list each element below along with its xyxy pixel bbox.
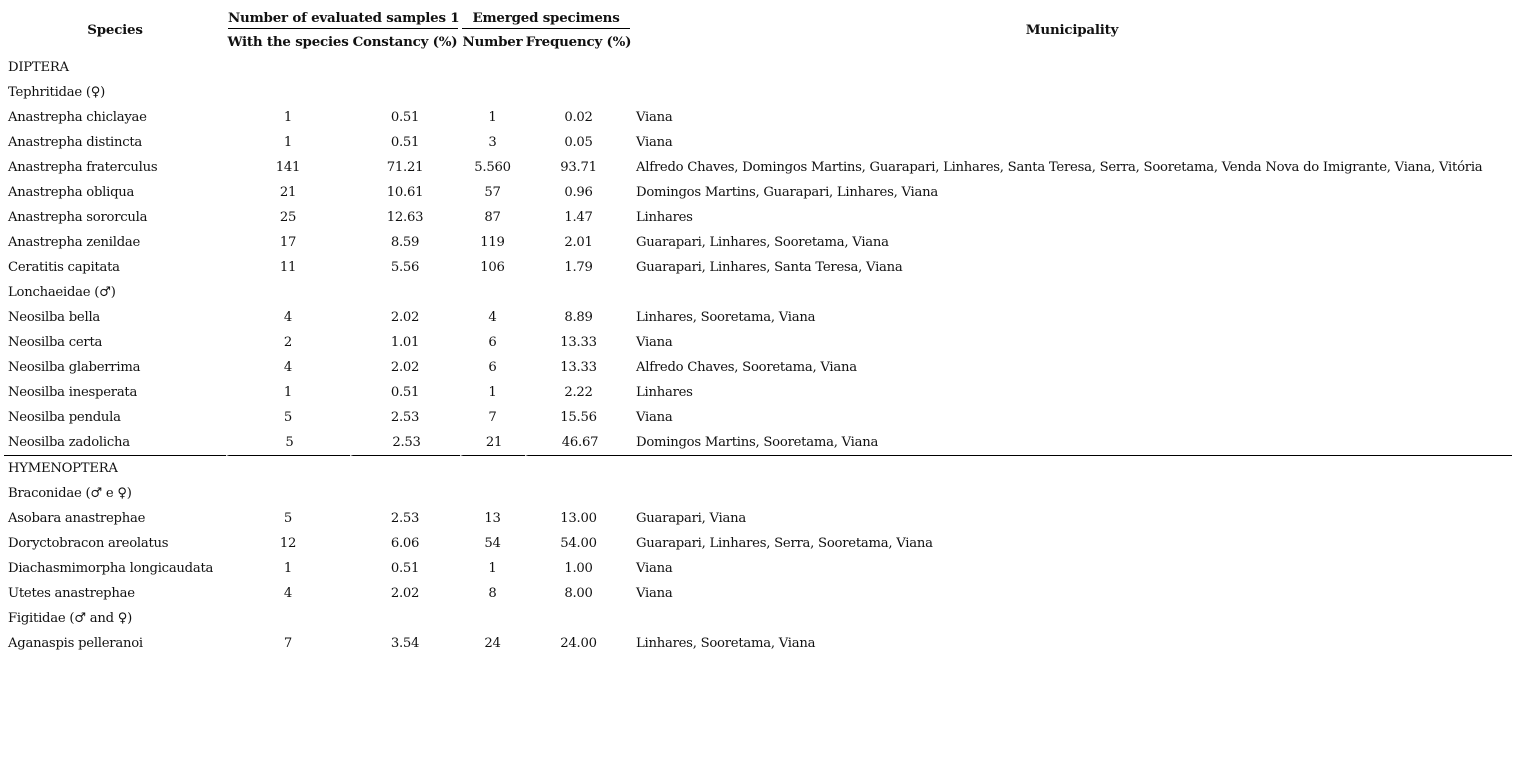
number-cell: 1 — [488, 385, 497, 400]
frequency-cell: 2.01 — [564, 235, 593, 250]
number-cell: 1 — [488, 561, 497, 576]
municipality-cell: Linhares, Sooretama, Viana — [636, 636, 816, 651]
order-row — [4, 55, 1512, 80]
with-species-cell: 1 — [283, 385, 293, 400]
number-cell: 6 — [488, 360, 497, 375]
family-label: Figitidae (♂ and ♀) — [8, 611, 133, 626]
species-cell: Ceratitis capitata — [8, 260, 120, 275]
constancy-cell: 12.63 — [386, 210, 424, 225]
table-row — [4, 405, 1512, 430]
constancy-cell: 2.02 — [390, 586, 420, 601]
with-species-cell: 5 — [283, 410, 293, 425]
order-label: DIPTERA — [8, 60, 69, 75]
municipality-cell: Domingos Martins, Guarapari, Linhares, Viana — [636, 185, 938, 200]
constancy-cell: 0.51 — [390, 561, 420, 576]
with-species-header: With the species — [227, 34, 349, 50]
samples-group-label: Number of evaluated samples 1 — [228, 10, 458, 29]
constancy-cell: 10.61 — [386, 185, 424, 200]
constancy-cell: 2.53 — [390, 511, 420, 526]
table-row — [4, 355, 1512, 380]
species-cell: Neosilba zadolicha — [4, 430, 226, 456]
species-cell: Anastrepha distincta — [8, 135, 143, 150]
number-cell: 1 — [488, 110, 497, 125]
with-species-cell: 25 — [279, 210, 297, 225]
constancy-cell: 6.06 — [390, 536, 420, 551]
with-species-cell: 7 — [283, 636, 293, 651]
species-cell: Neosilba certa — [8, 335, 103, 350]
species-cell: Anastrepha fraterculus — [8, 160, 158, 175]
with-species-cell: 5 — [226, 430, 350, 456]
samples-group-header — [226, 4, 460, 29]
with-species-cell: 12 — [279, 536, 297, 551]
constancy-cell: 0.51 — [390, 385, 420, 400]
table-row — [4, 205, 1512, 230]
frequency-cell: 1.47 — [564, 210, 593, 225]
family-label: Lonchaeidae (♂) — [8, 285, 116, 300]
number-cell: 13 — [484, 511, 501, 526]
frequency-header: Frequency (%) — [525, 34, 632, 50]
municipality-cell: Viana — [636, 135, 673, 150]
number-header: Number — [462, 34, 523, 50]
municipality-cell: Viana — [636, 586, 673, 601]
species-cell: Anastrepha obliqua — [8, 185, 135, 200]
table-row — [4, 305, 1512, 330]
table-row — [4, 380, 1512, 405]
species-cell: Anastrepha sororcula — [8, 210, 148, 225]
number-cell: 87 — [484, 210, 501, 225]
with-species-cell: 2 — [283, 335, 293, 350]
species-cell: Utetes anastrephae — [8, 586, 135, 601]
number-cell: 24 — [484, 636, 501, 651]
with-species-cell: 11 — [279, 260, 297, 275]
frequency-cell: 2.22 — [564, 385, 593, 400]
species-cell: Anastrepha zenildae — [8, 235, 141, 250]
frequency-cell: 13.33 — [560, 360, 597, 375]
table-body — [4, 55, 1512, 656]
constancy-cell: 5.56 — [390, 260, 420, 275]
with-species-cell: 1 — [283, 110, 293, 125]
frequency-cell: 15.56 — [560, 410, 597, 425]
number-cell: 3 — [488, 135, 497, 150]
municipality-cell: Guarapari, Linhares, Sooretama, Viana — [636, 235, 889, 250]
municipality-cell: Linhares — [636, 210, 693, 225]
frequency-cell: 24.00 — [560, 636, 597, 651]
constancy-cell: 71.21 — [386, 160, 424, 175]
species-cell: Neosilba glaberrima — [8, 360, 141, 375]
table-row — [4, 506, 1512, 531]
table-row — [4, 130, 1512, 155]
frequency-cell: 8.89 — [564, 310, 593, 325]
constancy-cell: 2.53 — [350, 430, 460, 456]
family-label: Tephritidae (♀) — [8, 85, 106, 100]
table-row — [4, 556, 1512, 581]
municipality-cell: Guarapari, Linhares, Santa Teresa, Viana — [636, 260, 903, 275]
municipality-cell: Guarapari, Viana — [636, 511, 746, 526]
with-species-cell: 4 — [283, 360, 293, 375]
table-row — [4, 230, 1512, 255]
frequency-cell: 46.67 — [525, 430, 632, 456]
constancy-cell: 0.51 — [390, 110, 420, 125]
municipality-cell: Viana — [636, 410, 673, 425]
municipality-cell: Linhares, Sooretama, Viana — [636, 310, 816, 325]
species-cell: Asobara anastrephae — [8, 511, 146, 526]
number-cell: 21 — [460, 430, 525, 456]
frequency-cell: 54.00 — [560, 536, 597, 551]
number-cell: 4 — [488, 310, 497, 325]
species-cell: Doryctobracon areolatus — [8, 536, 169, 551]
table-row — [4, 581, 1512, 606]
with-species-cell: 21 — [279, 185, 297, 200]
frequency-cell: 93.71 — [560, 160, 597, 175]
municipality-cell: Viana — [636, 110, 673, 125]
number-cell: 54 — [484, 536, 501, 551]
table-row — [4, 430, 1512, 456]
species-cell: Anastrepha chiclayae — [8, 110, 147, 125]
order-label: HYMENOPTERA — [8, 461, 118, 476]
with-species-cell: 1 — [283, 135, 293, 150]
municipality-cell: Guarapari, Linhares, Serra, Sooretama, Viana — [636, 536, 933, 551]
table-row — [4, 155, 1512, 180]
municipality-cell: Alfredo Chaves, Domingos Martins, Guarapari, Linhares, Santa Teresa, Serra, Sooretama, Venda Nova do Imigrante, Viana, Vitória — [636, 160, 1483, 175]
constancy-cell: 2.02 — [390, 360, 420, 375]
order-row — [4, 456, 1512, 481]
species-header: Species — [87, 21, 143, 38]
frequency-cell: 0.05 — [564, 135, 593, 150]
table-row — [4, 180, 1512, 205]
frequency-cell: 13.00 — [560, 511, 597, 526]
constancy-cell: 2.02 — [390, 310, 420, 325]
municipality-cell: Viana — [636, 335, 673, 350]
number-cell: 57 — [484, 185, 501, 200]
municipality-header: Municipality — [1025, 21, 1119, 38]
constancy-cell: 8.59 — [390, 235, 420, 250]
municipality-cell: Domingos Martins, Sooretama, Viana — [632, 430, 1512, 456]
family-row — [4, 80, 1512, 105]
species-cell: Neosilba inesperata — [8, 385, 138, 400]
species-table — [4, 4, 1512, 656]
constancy-cell: 2.53 — [390, 410, 420, 425]
number-cell: 8 — [488, 586, 497, 601]
emerged-group-header — [460, 4, 632, 29]
with-species-cell: 4 — [283, 310, 293, 325]
frequency-cell: 1.00 — [564, 561, 593, 576]
number-cell: 7 — [488, 410, 497, 425]
family-row — [4, 280, 1512, 305]
species-cell: Diachasmimorpha longicaudata — [8, 561, 214, 576]
constancy-cell: 3.54 — [390, 636, 420, 651]
table-row — [4, 531, 1512, 556]
municipality-cell: Viana — [636, 561, 673, 576]
family-row — [4, 606, 1512, 631]
municipality-cell: Linhares — [636, 385, 693, 400]
number-cell: 5.560 — [474, 160, 511, 175]
species-cell: Neosilba bella — [8, 310, 101, 325]
table-row — [4, 631, 1512, 656]
frequency-cell: 0.02 — [564, 110, 593, 125]
species-cell: Aganaspis pelleranoi — [8, 636, 143, 651]
municipality-cell: Alfredo Chaves, Sooretama, Viana — [636, 360, 857, 375]
frequency-cell: 1.79 — [564, 260, 593, 275]
species-cell: Neosilba pendula — [8, 410, 121, 425]
with-species-cell: 4 — [283, 586, 293, 601]
number-cell: 6 — [488, 335, 497, 350]
number-cell: 119 — [480, 235, 505, 250]
with-species-cell: 17 — [279, 235, 297, 250]
emerged-group-label: Emerged specimens — [462, 10, 630, 29]
table-row — [4, 330, 1512, 355]
table-row — [4, 255, 1512, 280]
constancy-cell: 0.51 — [390, 135, 420, 150]
frequency-cell: 0.96 — [564, 185, 593, 200]
with-species-cell: 1 — [283, 561, 293, 576]
frequency-cell: 8.00 — [564, 586, 593, 601]
family-row — [4, 481, 1512, 506]
with-species-cell: 141 — [275, 160, 301, 175]
number-cell: 106 — [480, 260, 505, 275]
table-row — [4, 105, 1512, 130]
frequency-cell: 13.33 — [560, 335, 597, 350]
family-label: Braconidae (♂ e ♀) — [8, 486, 132, 501]
constancy-cell: 1.01 — [390, 335, 420, 350]
constancy-header: Constancy (%) — [352, 34, 458, 50]
with-species-cell: 5 — [283, 511, 293, 526]
